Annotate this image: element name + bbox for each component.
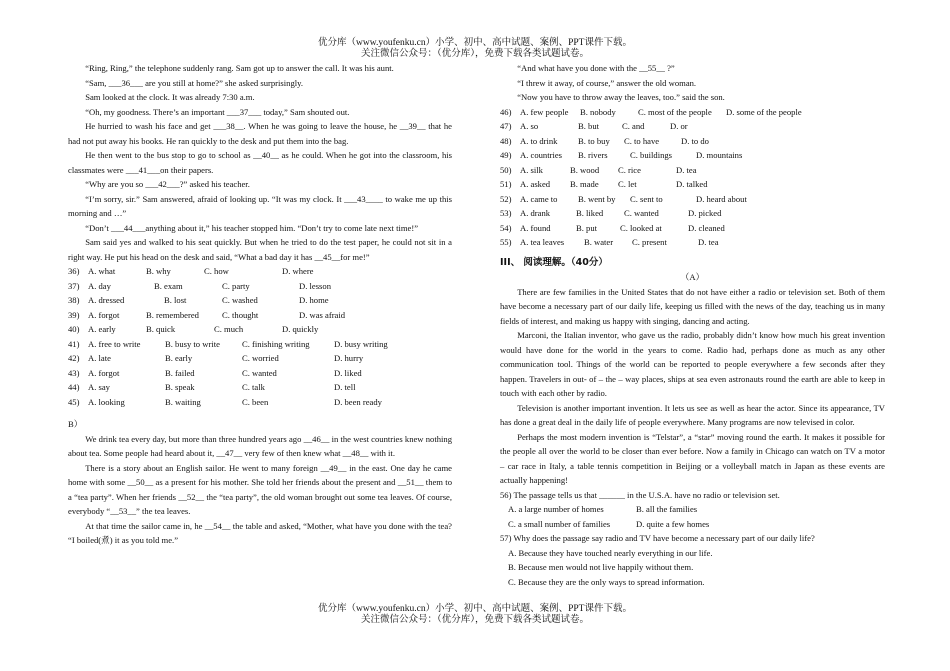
question-number: 39) xyxy=(68,309,80,320)
option-c: C. thought xyxy=(222,309,259,320)
option-row xyxy=(500,177,885,192)
paragraph: He then went to the bus stop to go to school as __40__ as he could. When he got into the classroom, his classmates were ___41___on their papers. xyxy=(68,150,452,175)
option-a: A. tea leaves xyxy=(520,237,565,247)
option-d: D. to do xyxy=(681,135,709,146)
right-column xyxy=(500,61,885,589)
option-a: A. Because they have touched nearly everything in our life. xyxy=(508,547,713,558)
option-d: D. picked xyxy=(688,208,722,218)
header-line-2: 关注微信公众号：（优分库），免费下载各类试题试卷。 xyxy=(360,49,589,59)
option-b: B. speak xyxy=(165,382,195,392)
question-number: 47) xyxy=(500,121,512,131)
section-b-label: B） xyxy=(68,419,83,429)
option-b: B. liked xyxy=(576,208,604,218)
option-b: B. why xyxy=(146,266,171,276)
option-c: C. to have xyxy=(624,135,660,146)
option-d: D. heard about xyxy=(696,193,747,204)
option-row xyxy=(500,119,885,134)
option-d: D. or xyxy=(670,121,688,131)
option-b: B. failed xyxy=(165,367,195,378)
option-c: C. looked at xyxy=(620,222,662,233)
option-c: C. sent to xyxy=(630,193,663,204)
option-d: D. was afraid xyxy=(299,309,346,320)
option-c: C. and xyxy=(622,121,645,131)
paragraph: Sam looked at the clock. It was already 7:30 a.m. xyxy=(85,92,255,102)
option-b: B. waiting xyxy=(165,396,201,407)
paragraph: “I threw it away, of course,” answer the old woman. xyxy=(517,77,697,88)
option-row xyxy=(500,148,885,163)
question-number: 50) xyxy=(500,164,512,175)
paragraph: Marconi, the Italian inventor, who gave us the radio, probably didn’t know how much his great invention would have done for the world in the years to come. Radio had, perhaps done as much as any other communication tool. Things of the world can be reported to people everywhere a few seconds after they happen. Travelers in out- of – the – way places, ships at sea even astronauts round the earth are able to keep in touch with each other by radio. xyxy=(500,330,885,398)
footer-line-1: 优分库（www.youfenku.cn）小学、初中、高中试题、案例、PPT课件下载。 xyxy=(318,604,632,614)
question-number: 37) xyxy=(68,280,80,291)
option-b: B. but xyxy=(578,121,600,131)
option-b: B. exam xyxy=(154,280,183,291)
option-row xyxy=(68,380,452,395)
option-c: C. wanted xyxy=(242,367,277,378)
question-number: 42) xyxy=(68,353,80,363)
page-header xyxy=(0,38,950,60)
paragraph: “Sam, ___36___ are you still at home?” she asked surprisingly. xyxy=(85,77,304,88)
option-c: C. how xyxy=(204,266,229,276)
option-row xyxy=(500,517,885,532)
option-row xyxy=(68,395,452,410)
question-56: 56) The passage tells us that ______ in the U.S.A. have no radio or television set. xyxy=(500,489,780,500)
options-list-36-45 xyxy=(68,264,452,409)
option-d: D. talked xyxy=(676,179,708,189)
option-d: D. quickly xyxy=(282,324,319,334)
question-number: 40) xyxy=(68,324,80,334)
option-row xyxy=(500,221,885,236)
question-number: 38) xyxy=(68,295,80,305)
option-a: A. forgot xyxy=(88,309,120,320)
option-row xyxy=(68,264,452,279)
question-number: 44) xyxy=(68,382,80,392)
option-b: B. busy to write xyxy=(165,338,220,349)
option-b: B. to buy xyxy=(578,135,610,146)
option-row xyxy=(500,192,885,207)
option-a: A. drank xyxy=(520,208,551,218)
option-c: C. much xyxy=(214,324,244,334)
option-c: C. Because they are the only ways to spread information. xyxy=(508,576,705,587)
question-number: 43) xyxy=(68,367,80,378)
paragraph: “Oh, my goodness. There’s an important ___37___ today,” Sam shouted out. xyxy=(85,106,350,117)
option-a: A. countries xyxy=(520,150,563,160)
option-b: B. nobody xyxy=(580,106,616,117)
option-a: A. silk xyxy=(520,164,543,175)
option-row xyxy=(500,134,885,149)
section-title: III、 阅读理解。（40分） xyxy=(500,256,608,268)
part-label: （A） xyxy=(680,272,705,282)
option-row xyxy=(68,351,452,366)
option-a: A. say xyxy=(88,382,110,392)
option-row xyxy=(500,235,885,250)
option-d: D. cleaned xyxy=(688,222,725,233)
option-row xyxy=(68,366,452,381)
question-number: 36) xyxy=(68,266,80,276)
option-c: C. present xyxy=(632,237,667,247)
option-row xyxy=(68,308,452,323)
option-c: C. a small number of families xyxy=(508,518,611,529)
option-b: B. all the families xyxy=(636,504,698,514)
option-b: B. early xyxy=(165,353,193,363)
option-c: C. wanted xyxy=(624,208,659,218)
option-a: A. asked xyxy=(520,179,551,189)
option-row xyxy=(500,105,885,120)
page-footer xyxy=(0,604,950,626)
option-a: A. late xyxy=(88,353,111,363)
option-c: C. rice xyxy=(618,164,641,175)
option-d: D. quite a few homes xyxy=(636,518,710,529)
paragraph: “Don’t ___44___anything about it,” his teacher stopped him. “Don’t try to come late next time!” xyxy=(85,222,419,233)
option-d: D. lesson xyxy=(299,280,331,291)
option-c: C. talk xyxy=(242,382,265,392)
option-b: B. went by xyxy=(578,193,616,204)
option-a: A. day xyxy=(88,280,111,291)
option-c: C. been xyxy=(242,396,269,407)
option-d: D. where xyxy=(282,266,314,276)
option-c: C. washed xyxy=(222,295,258,305)
question-number: 49) xyxy=(500,150,512,160)
option-a: A. a large number of homes xyxy=(508,504,604,514)
paragraph: There are few families in the United States that do not have either a radio or television set. Both of them have become a necessary part of our daily life, keeping us filled with the news of the day, teaching us in many fields of interest, and making us happy with singing, dancing and acting. xyxy=(500,286,885,326)
question-number: 54) xyxy=(500,222,512,233)
option-d: D. mountains xyxy=(696,150,743,160)
option-row xyxy=(68,293,452,308)
option-d: D. hurry xyxy=(334,353,364,363)
option-a: A. early xyxy=(88,324,116,334)
question-number: 53) xyxy=(500,208,512,218)
option-c: C. most of the people xyxy=(638,106,712,117)
option-a: A. to drink xyxy=(520,135,558,146)
option-c: C. finishing writing xyxy=(242,338,310,349)
option-row xyxy=(68,279,452,294)
paragraph: Television is another important invention. It lets us see as well as hear the actor. Since its appearance, TV has done a great deal in the daily life of people everywhere. Many programs are now televised in color. xyxy=(500,402,885,427)
paragraph: “Now you have to throw away the leaves, too.” said the son. xyxy=(517,92,725,102)
question-number: 52) xyxy=(500,193,512,204)
option-d: D. some of the people xyxy=(726,106,802,117)
option-b: B. Because men would not live happily without them. xyxy=(508,562,694,572)
option-a: A. found xyxy=(520,222,551,233)
option-d: D. busy writing xyxy=(334,338,388,349)
question-number: 46) xyxy=(500,106,512,117)
option-c: C. party xyxy=(222,280,250,291)
option-row xyxy=(500,206,885,221)
option-a: A. came to xyxy=(520,193,558,204)
option-b: B. wood xyxy=(570,164,600,175)
option-b: B. made xyxy=(570,179,599,189)
option-b: B. put xyxy=(576,222,598,233)
option-b: B. water xyxy=(584,237,614,247)
paragraph: “Why are you so ___42___?” asked his teacher. xyxy=(85,179,250,189)
question-number: 45) xyxy=(68,396,80,407)
option-c: C. worried xyxy=(242,353,279,363)
question-number: 51) xyxy=(500,179,512,189)
option-a: A. dressed xyxy=(88,295,125,305)
option-a: A. what xyxy=(88,266,116,276)
option-row xyxy=(68,322,452,337)
paragraph: There is a story about an English sailor. He went to many foreign __49__ in the east. One day he came home with some __50__ as a present for his mother. She told her friends about the present and __51__ them to a “tea party”. When her friends __52__ the “tea party”, the old woman brought out some tea leaves. Of course, everybody “__53__” the tea leaves. xyxy=(68,462,452,516)
paragraph: We drink tea every day, but more than three hundred years ago __46__ in the west countries knew nothing about tea. Some people had heard about it, __47__ very few of then knew what __48__ with it. xyxy=(68,433,452,458)
option-b: B. rivers xyxy=(578,150,608,160)
option-d: D. tea xyxy=(698,237,719,247)
option-a: A. looking xyxy=(88,396,125,407)
paragraph: “Ring, Ring,” the telephone suddenly rang. Sam got up to answer the call. It was his aunt. xyxy=(85,63,394,73)
question-number: 55) xyxy=(500,237,512,247)
option-row xyxy=(68,337,452,352)
header-line-1: 优分库（www.youfenku.cn）小学、初中、高中试题、案例、PPT课件下载。 xyxy=(318,38,632,48)
options-list-46-55 xyxy=(500,105,885,250)
question-number: 48) xyxy=(500,135,512,146)
option-row xyxy=(500,502,885,517)
question-number: 41) xyxy=(68,338,80,349)
footer-line-2: 关注微信公众号：（优分库），免费下载各类试题试卷。 xyxy=(360,615,589,625)
paragraph: At that time the sailor came in, he __54__ the table and asked, “Mother, what have you done with the tea? “I boiled(煮) it as you told me.” xyxy=(68,520,452,545)
paragraph: He hurried to wash his face and get ___38__. When he was going to leave the house, he __39__ that he had not put away his books. He ran quickly to the desk and put them into the bag. xyxy=(68,121,452,146)
option-b: B. remembered xyxy=(146,309,199,320)
option-a: A. so xyxy=(520,121,539,131)
option-d: D. been ready xyxy=(334,396,382,407)
option-d: D. tea xyxy=(676,164,697,175)
left-column xyxy=(68,61,452,548)
option-a: A. few people xyxy=(520,106,569,117)
paragraph: “I’m sorry, sir.” Sam answered, afraid of looking up. “It was my clock. It ___43____ to wake me up this morning and …” xyxy=(68,193,452,218)
option-d: D. tell xyxy=(334,382,356,392)
option-c: C. let xyxy=(618,179,637,189)
option-c: C. buildings xyxy=(630,150,673,160)
paragraph: “And what have you done with the __55__ ?” xyxy=(517,63,675,73)
option-d: D. home xyxy=(299,295,329,305)
option-b: B. lost xyxy=(164,295,187,305)
option-a: A. free to write xyxy=(88,338,141,349)
paragraph: Sam said yes and walked to his seat quickly. But when he tried to do the test paper, he could not sit in a right way. He put his head on the desk and said, “What a bad day it has __45__for me!” xyxy=(68,237,452,262)
option-d: D. liked xyxy=(334,367,362,378)
question-57: 57) Why does the passage say radio and TV have become a necessary part of our daily life? xyxy=(500,533,815,543)
option-b: B. quick xyxy=(146,324,176,334)
option-a: A. forgot xyxy=(88,367,120,378)
option-row xyxy=(500,163,885,178)
paragraph: Perhaps the most modern invention is “Telstar”, a “star” moving round the earth. It makes it possible for the people all over the world to be closer than ever before. Now a family in Chicago can watch on TV a motor – car race in Italy, a table tennis competition in Beijing or a volleyball match in Japan as these events are actually happening! xyxy=(500,431,885,485)
